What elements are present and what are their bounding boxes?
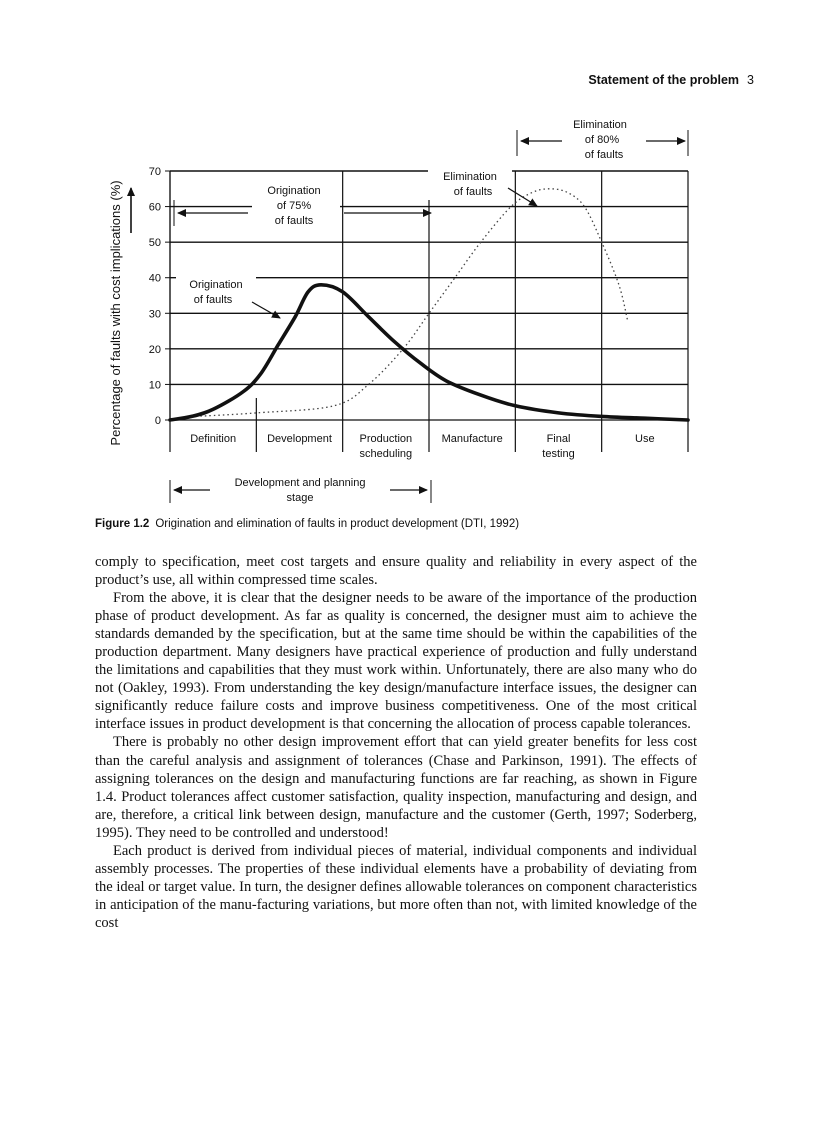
dev-stage-line1: Development and planning	[234, 477, 366, 489]
figure-caption	[95, 518, 735, 530]
dev-stage-line2: stage	[286, 492, 314, 504]
elimination-faults-line1: Elimination	[443, 171, 497, 183]
fault-chart	[100, 108, 700, 513]
figure-caption-text: Origination and elimination of faults in product development (DTI, 1992)	[155, 518, 520, 530]
phase-label: Final	[546, 433, 571, 445]
origination-75-line1: Origination	[267, 185, 321, 197]
y-tick-label: 70	[148, 166, 161, 178]
paragraph: There is probably no other design improvement effort that can yield greater benefits for less cost than the careful analysis and assignment of tolerances (Chase and Parkinson, 1991). The effects of assigning tolerances on the design and manufacturing functions are far reaching, as shown in Figure 1.4. Product tolerances affect customer satisfaction, quality inspection, manufacturing and design, and are, therefore, a critical link between design, manufacture and the customer (Gerth, 1997; Soderberg, 1995). They need to be controlled and understood!	[95, 734, 697, 841]
phase-label: Definition	[190, 433, 237, 445]
origination-faults-line1: Origination	[189, 279, 243, 291]
elimination-80-line2: of 80%	[584, 134, 620, 146]
elimination-faults-line2: of faults	[453, 186, 493, 198]
page-number: 3	[747, 73, 754, 87]
phase-label-line2: scheduling	[359, 448, 413, 460]
y-tick-label: 50	[148, 237, 161, 250]
y-tick-label: 0	[154, 415, 161, 427]
phase-label: Development	[267, 433, 332, 445]
figure-label: Figure 1.2	[95, 518, 150, 530]
elimination-faults-annotation	[428, 166, 537, 206]
paragraph: Each product is derived from individual pieces of material, individual components and individual assembly processes. The properties of these individual elements have a probability of deviating from the ideal or target value. In turn, the designer defines allowable tolerances on component characteristics in anticipation of the manu-facturing variations, but more often than not, with limited knowledge of the cost	[95, 842, 697, 931]
phase-label: Manufacture	[441, 433, 503, 445]
elimination-80-line1: Elimination	[573, 119, 627, 131]
running-head-title: Statement of the problem	[588, 73, 740, 87]
y-tick-label: 40	[148, 272, 161, 285]
y-axis-label: Percentage of faults with cost implications (%)	[108, 180, 123, 446]
phase-label: Use	[635, 433, 655, 445]
body-text	[95, 553, 697, 932]
y-tick-label: 60	[148, 201, 161, 214]
y-tick-label: 20	[148, 343, 161, 356]
elimination-80-annotation	[517, 119, 688, 161]
origination-faults-annotation	[176, 274, 280, 318]
origination-faults-line2: of faults	[193, 294, 233, 306]
y-ticks	[149, 166, 170, 427]
running-head	[588, 73, 754, 87]
paragraph: comply to specification, meet cost targets and ensure quality and reliability in every aspect of the product’s use, all within compressed time scales.	[95, 554, 697, 589]
origination-75-line2: of 75%	[276, 200, 312, 212]
y-tick-label: 10	[148, 379, 161, 392]
y-tick-label: 30	[148, 308, 161, 321]
dev-stage-annotation	[170, 477, 431, 504]
phase-label-line2: testing	[542, 448, 575, 460]
origination-75-line3: of faults	[274, 215, 314, 227]
phase-label: Production	[359, 433, 413, 445]
paragraph: From the above, it is clear that the designer needs to be aware of the importance of the production phase of product development. As far as quality is concerned, the designer must aim to achieve the standards demanded by the specification, but at the same time should be within the capabilities of the production department. Many designers have practical experience of production and fully understand the limitations and capabilities that they must work within. Unfortunately, there are also many who do not (Oakley, 1993). From understanding the key design/manufacture interface issues, the designer can significantly reduce failure costs and improve business competitiveness. One of the most critical interface issues in product development is that concerning the allocation of process capable tolerances.	[95, 590, 697, 733]
elimination-80-line3: of faults	[584, 149, 624, 161]
origination-75-annotation	[174, 181, 431, 229]
